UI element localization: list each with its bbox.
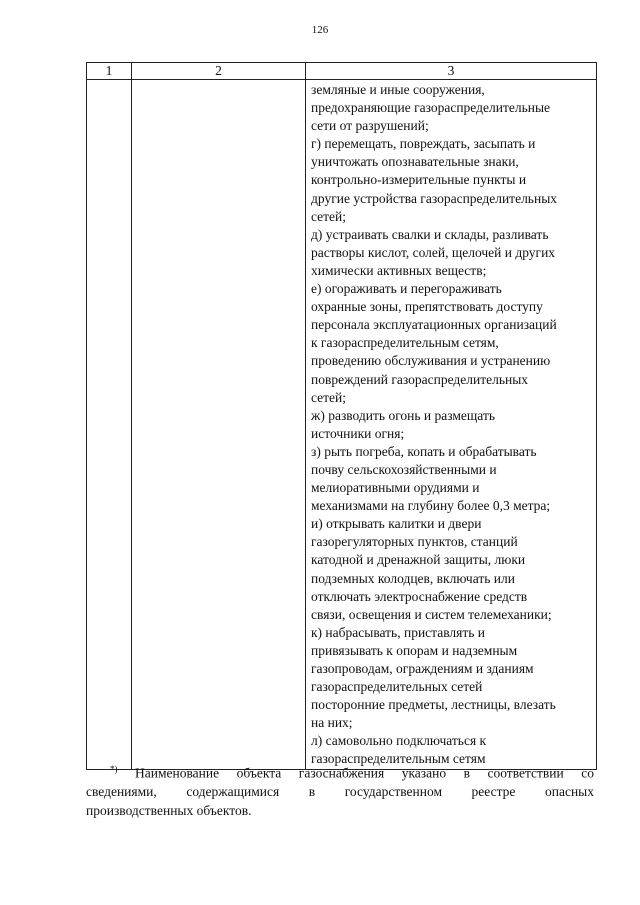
column-header-3: 3 bbox=[306, 63, 597, 80]
footnote-marker: *) bbox=[110, 764, 118, 774]
cell-text-line: газораспределительных сетей bbox=[311, 679, 483, 695]
cell-text-line: другие устройства газораспределительных bbox=[311, 190, 558, 206]
footnote-line-1 bbox=[86, 760, 594, 783]
cell-text-line: привязывать к опорам и надземным bbox=[311, 642, 518, 658]
cell-text-line: повреждений газораспределительных bbox=[311, 371, 529, 387]
cell-text-line: механизмами на глубину более 0,3 метра; bbox=[311, 498, 551, 514]
cell-text-line: земляные и иные сооружения, bbox=[311, 82, 485, 97]
cell-text-line: уничтожать опознавательные знаки, bbox=[311, 154, 519, 170]
cell-text-line: газорегуляторных пунктов, станций bbox=[311, 534, 518, 550]
page-number: 126 bbox=[311, 24, 329, 36]
cell-text-line: на них; bbox=[311, 715, 353, 731]
cell-text-line: катодной и дренажной защиты, люки bbox=[311, 552, 526, 568]
footnote-line-3: производственных объектов. bbox=[86, 802, 252, 818]
cell-text-line: посторонние предметы, лестницы, влезать bbox=[311, 697, 556, 713]
cell-text-line: сети от разрушений; bbox=[311, 118, 429, 134]
footnote-text-1: Наименование объекта газоснабжения указано в соответствии со bbox=[135, 765, 594, 781]
cell-text-line: е) огораживать и перегораживать bbox=[311, 281, 502, 297]
cell-text-line: з) рыть погреба, копать и обрабатывать bbox=[311, 443, 537, 459]
cell-text-line: растворы кислот, солей, щелочей и других bbox=[311, 244, 556, 260]
cell-text-line: связи, освещения и систем телемеханики; bbox=[311, 606, 552, 622]
cell-text-line: охранные зоны, препятствовать доступу bbox=[311, 299, 543, 315]
table-cell-col3 bbox=[306, 80, 597, 770]
cell-text-line: химически активных веществ; bbox=[311, 262, 487, 278]
requirements-table bbox=[86, 62, 597, 770]
table-cell-col2 bbox=[132, 80, 306, 770]
cell-text-line: сетей; bbox=[311, 389, 347, 405]
cell-text-line: л) самовольно подключаться к bbox=[311, 733, 487, 749]
cell-text-line: д) устраивать свалки и склады, разливать bbox=[311, 226, 549, 242]
cell-text-line: мелиоративными орудиями и bbox=[311, 480, 480, 496]
table-cell-col1 bbox=[87, 80, 132, 770]
cell-text-line: к газораспределительным сетям, bbox=[311, 335, 499, 351]
cell-text-line: почву сельскохозяйственными и bbox=[311, 461, 497, 477]
cell-text-line: к) набрасывать, приставлять и bbox=[311, 624, 486, 640]
cell-text-line: сетей; bbox=[311, 208, 347, 224]
cell-text-line: г) перемещать, повреждать, засыпать и bbox=[311, 136, 536, 152]
cell-text-line: и) открывать калитки и двери bbox=[311, 516, 482, 532]
cell-text-line: предохраняющие газораспределительные bbox=[311, 100, 551, 116]
footnote-line-2: сведениями, содержащимися в государственном реестре опасных bbox=[86, 784, 594, 799]
cell-text-line: персонала эксплуатационных организаций bbox=[311, 317, 557, 333]
table-row bbox=[87, 80, 597, 770]
cell-text-line: контрольно-измерительные пункты и bbox=[311, 172, 527, 188]
column-header-2: 2 bbox=[132, 63, 306, 80]
cell-text-line: отключать электроснабжение средств bbox=[311, 588, 528, 604]
cell-text-line: проведению обслуживания и устранению bbox=[311, 353, 551, 369]
footnote bbox=[86, 760, 594, 820]
cell-text-line: ж) разводить огонь и размещать bbox=[311, 407, 496, 423]
cell-text-line: газопроводам, ограждениям и зданиям bbox=[311, 661, 534, 676]
column-header-1: 1 bbox=[87, 63, 132, 80]
cell-text-line: источники огня; bbox=[311, 425, 405, 441]
cell-text-line: газораспределительным сетям bbox=[311, 751, 486, 767]
cell-text-line: подземных колодцев, включать или bbox=[311, 570, 515, 586]
table-header-row bbox=[87, 63, 597, 80]
